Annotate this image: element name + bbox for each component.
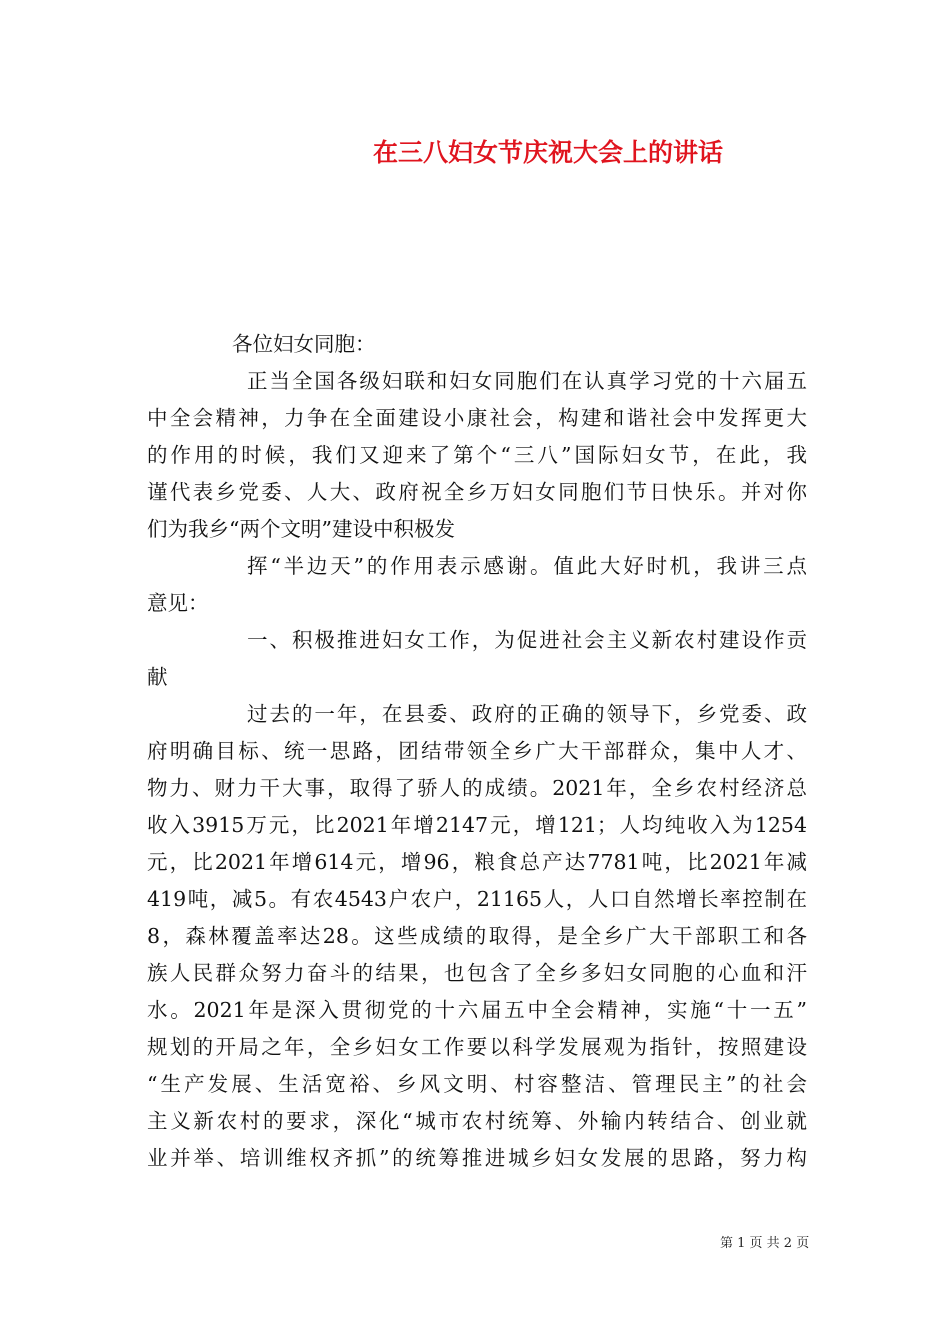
paragraph-line: 419吨，减5。有农4543户农户，21165人，人口自然增长率控制在 — [147, 887, 807, 911]
paragraph-line: 主义新农村的要求，深化“城市农村统筹、外输内转结合、创业就 — [147, 1109, 807, 1133]
paragraph-line: 族人民群众努力奋斗的结果，也包含了全乡多妇女同胞的心血和汗 — [147, 961, 807, 985]
page-number: 第 1 页 共 2 页 — [720, 1236, 810, 1251]
paragraph-line: 8，森林覆盖率达28。这些成绩的取得，是全乡广大干部职工和各 — [147, 924, 807, 948]
paragraph-line: 过去的一年，在县委、政府的正确的领导下，乡党委、政 — [247, 702, 807, 726]
paragraph-line: 府明确目标、统一思路，团结带领全乡广大干部群众，集中人才、 — [147, 739, 807, 763]
section-heading: 一、积极推进妇女工作，为促进社会主义新农村建设作贡 — [247, 628, 807, 652]
paragraph-line: 挥“半边天”的作用表示感谢。值此大好时机，我讲三点 — [247, 554, 807, 578]
paragraph-line: 的作用的时候，我们又迎来了第个“三八”国际妇女节，在此，我 — [147, 443, 807, 467]
section-heading-cont: 献 — [147, 665, 168, 689]
paragraph-line: 谨代表乡党委、人大、政府祝全乡万妇女同胞们节日快乐。并对你 — [147, 480, 807, 504]
paragraph-line: 业并举、培训维权齐抓”的统筹推进城乡妇女发展的思路，努力构 — [147, 1146, 807, 1170]
salutation: 各位妇女同胞： — [232, 332, 376, 356]
paragraph-line: 正当全国各级妇联和妇女同胞们在认真学习党的十六届五 — [247, 369, 807, 393]
paragraph-line: 意见： — [147, 591, 209, 615]
document-title — [0, 133, 950, 169]
paragraph-line: 收入3915万元，比2021年增2147元，增121；人均纯收入为1254 — [147, 813, 807, 837]
paragraph-line: 物力、财力干大事，取得了骄人的成绩。2021年，全乡农村经济总 — [147, 776, 807, 800]
document-title-text: 在三八妇女节庆祝大会上的讲话 — [373, 138, 724, 167]
paragraph-line: 规划的开局之年，全乡妇女工作要以科学发展观为指针，按照建设 — [147, 1035, 807, 1059]
paragraph-line: 水。2021年是深入贯彻党的十六届五中全会精神，实施“十一五” — [147, 998, 807, 1022]
paragraph-line: 元，比2021年增614元，增96，粮食总产达7781吨，比2021年减 — [147, 850, 807, 874]
paragraph-line: 中全会精神，力争在全面建设小康社会，构建和谐社会中发挥更大 — [147, 406, 807, 430]
paragraph-line: 们为我乡“两个文明”建设中积极发 — [147, 517, 455, 541]
paragraph-line: “生产发展、生活宽裕、乡风文明、村容整洁、管理民主”的社会 — [147, 1072, 807, 1096]
